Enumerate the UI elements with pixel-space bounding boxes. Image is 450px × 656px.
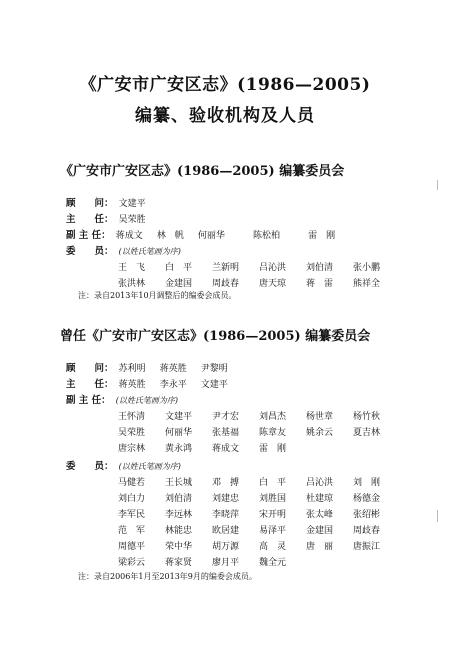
- member-name: 梁彩云: [118, 558, 146, 568]
- member-name: 欧居建: [212, 526, 240, 536]
- member-name: 魏全元: [259, 558, 287, 568]
- members-label: 委 员：: [66, 461, 114, 472]
- member-name: 李军民: [118, 510, 146, 520]
- member-name: 张洪林: [118, 279, 146, 289]
- member-name: 易泽平: [259, 526, 287, 536]
- member-name: 刘白力: [118, 494, 146, 504]
- member-name: 刘建忠: [212, 494, 240, 504]
- member-name: 兰新明: [212, 263, 240, 273]
- member-name: 胡万源: [212, 542, 240, 552]
- deputy-label: 副 主 任：: [66, 395, 111, 406]
- deputy-name: 杨世章: [306, 412, 334, 422]
- deputy-name: 陈松柏: [253, 231, 281, 241]
- advisor-label: 顾 问：: [66, 198, 114, 209]
- deputy-name: 张基福: [212, 428, 240, 438]
- member-name: 周歧春: [353, 526, 381, 536]
- member-name: 杜建琼: [306, 494, 334, 504]
- member-name: 马健若: [118, 478, 146, 488]
- advisor-name: 文建平: [118, 199, 146, 209]
- deputy-name: 王怀清: [118, 412, 146, 422]
- member-name: 李晓萍: [212, 510, 240, 520]
- member-name: 吕沁洪: [259, 263, 287, 273]
- deputy-label: 副 主 任：: [66, 230, 111, 241]
- committee2-note: 注：录自2006年1月至2013年9月的编委会成员。: [78, 572, 257, 581]
- members-label: 委 员：: [66, 246, 114, 257]
- member-name: 刘胜国: [259, 494, 287, 504]
- director-label: 主 任：: [66, 379, 114, 390]
- member-name: 王 飞: [118, 263, 146, 273]
- committee2-heading: 曾任《广安市广安区志》(1986—2005) 编纂委员会: [60, 329, 371, 344]
- members-row: [118, 271, 400, 290]
- member-name: 张小鹏: [353, 263, 381, 273]
- deputy-name: 吴荣胜: [118, 428, 146, 438]
- member-name: 蒋 雷: [306, 279, 334, 289]
- committee1-note: 注：录自2013年10月调整后的编委会成员。: [78, 291, 237, 300]
- member-name: 唐振江: [353, 542, 381, 552]
- member-name: 刘伯清: [306, 263, 334, 273]
- deputy-name: 林 帆: [156, 231, 184, 241]
- member-name: 金建国: [306, 526, 334, 536]
- member-name: 白 平: [259, 478, 287, 488]
- advisor-label: 顾 问：: [66, 363, 114, 374]
- director-label: 主 任：: [66, 214, 114, 225]
- director-name: 吴荣胜: [118, 215, 146, 225]
- member-name: 高 灵: [259, 542, 287, 552]
- advisor-name: 蒋英胜: [159, 364, 187, 374]
- member-name: 廖月平: [212, 558, 240, 568]
- member-name: 宋开明: [259, 510, 287, 520]
- member-name: 张太峰: [306, 510, 334, 520]
- deputy-name: 唐宗林: [118, 444, 146, 454]
- member-name: 张绍彬: [353, 510, 381, 520]
- deputy-name: 姚余云: [306, 428, 334, 438]
- member-name: 刘 刚: [353, 478, 381, 488]
- member-name: 白 平: [165, 263, 193, 273]
- deputy-name: 雷 刚: [259, 444, 287, 454]
- deputy-name: 何丽华: [197, 231, 225, 241]
- deputy-name: 何丽华: [165, 428, 193, 438]
- members-order-note: (以姓氏笔画为序): [118, 247, 181, 256]
- deputy-name: 蒋成文: [115, 231, 143, 241]
- member-name: 吕沁洪: [306, 478, 334, 488]
- director-name: 蒋英胜: [118, 380, 146, 390]
- deputy-name: 刘昌杰: [259, 412, 287, 422]
- member-name: 金建国: [165, 279, 193, 289]
- members-order-note: (以姓氏笔画为序): [118, 462, 181, 471]
- deputy-name: 杨竹秋: [353, 412, 381, 422]
- member-name: 荣中华: [165, 542, 193, 552]
- member-name: 邓 搏: [212, 478, 240, 488]
- director-name: 李永平: [159, 380, 187, 390]
- members-row: [118, 550, 306, 569]
- deputy-name: 黄永鸿: [165, 444, 193, 454]
- member-name: 王长城: [165, 478, 193, 488]
- member-name: 唐 丽: [306, 542, 334, 552]
- member-name: 熊祥全: [353, 279, 381, 289]
- member-name: 周德平: [118, 542, 146, 552]
- member-name: 刘伯清: [165, 494, 193, 504]
- deputy-name: 夏吉林: [353, 428, 381, 438]
- deputy-row: [118, 436, 306, 455]
- committee1-heading: 《广安市广安区志》(1986—2005) 编纂委员会: [60, 164, 345, 179]
- deputy-name: 雷 刚: [308, 231, 336, 241]
- member-name: 唐天琼: [259, 279, 287, 289]
- page-subtitle: 编纂、验收机构及人员: [135, 106, 315, 126]
- deputy-name: 蒋成文: [212, 444, 240, 454]
- member-name: 周歧春: [212, 279, 240, 289]
- member-name: 李远林: [165, 510, 193, 520]
- scan-edge-mark: [437, 510, 438, 522]
- deputy-name: 文建平: [165, 412, 193, 422]
- deputy-order-note: (以姓氏笔画为序): [115, 396, 178, 405]
- member-name: 蒋家贤: [165, 558, 193, 568]
- member-name: 范 军: [118, 526, 146, 536]
- member-name: 林能忠: [165, 526, 193, 536]
- scan-edge-mark: [437, 180, 438, 190]
- deputy-name: 陈章友: [259, 428, 287, 438]
- deputy-name: 尹才宏: [212, 412, 240, 422]
- advisor-name: 尹黎明: [200, 364, 228, 374]
- director-name: 文建平: [200, 380, 228, 390]
- advisor-name: 苏利明: [118, 364, 146, 374]
- page-title: 《广安市广安区志》(1986—2005): [79, 75, 371, 95]
- member-name: 杨德金: [353, 494, 381, 504]
